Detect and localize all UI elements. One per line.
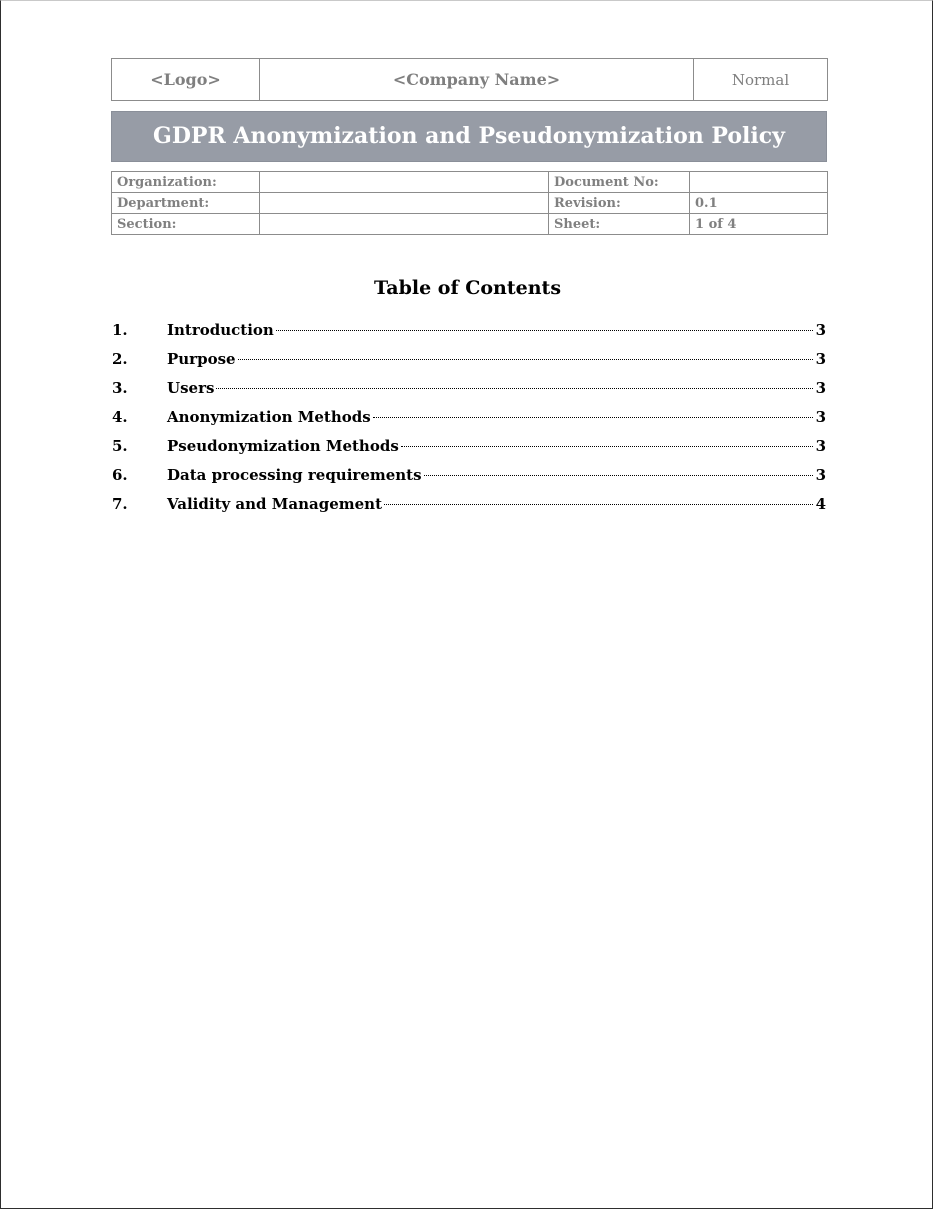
toc-entry-number: 1. <box>112 321 128 339</box>
section-label: Section: <box>112 214 260 235</box>
toc-entry-label: Users <box>167 379 215 397</box>
department-value <box>260 193 549 214</box>
toc-entry-page: 4 <box>815 495 826 513</box>
toc-entry-number: 6. <box>112 466 128 484</box>
toc-entry-page: 3 <box>815 408 826 426</box>
toc-entry-page: 3 <box>815 321 826 339</box>
info-row-department <box>112 193 828 214</box>
toc-dot-leader <box>424 475 813 476</box>
toc-entry-page: 3 <box>815 466 826 484</box>
document-no-value <box>690 172 828 193</box>
logo-placeholder: <Logo> <box>112 59 260 101</box>
document-info-table <box>111 171 828 235</box>
department-label: Department: <box>112 193 260 214</box>
document-header-table <box>111 58 828 101</box>
toc-entry[interactable] <box>112 321 826 350</box>
toc-entry-page: 3 <box>815 437 826 455</box>
info-row-organization <box>112 172 828 193</box>
toc-entry[interactable] <box>112 437 826 466</box>
toc-entry-number: 4. <box>112 408 128 426</box>
section-value <box>260 214 549 235</box>
revision-value: 0.1 <box>690 193 828 214</box>
sheet-value: 1 of 4 <box>690 214 828 235</box>
toc-entry-label: Data processing requirements <box>167 466 422 484</box>
toc-entry[interactable] <box>112 408 826 437</box>
toc-entry-page: 3 <box>815 350 826 368</box>
toc-entry[interactable] <box>112 350 826 379</box>
info-row-section <box>112 214 828 235</box>
toc-entry-label: Anonymization Methods <box>167 408 371 426</box>
classification-label: Normal <box>694 59 828 101</box>
sheet-label: Sheet: <box>549 214 690 235</box>
toc-dot-leader <box>238 359 813 360</box>
toc-entry-label: Introduction <box>167 321 274 339</box>
revision-label: Revision: <box>549 193 690 214</box>
company-name: <Company Name> <box>260 59 694 101</box>
toc-dot-leader <box>401 446 813 447</box>
table-of-contents <box>112 321 826 524</box>
organization-label: Organization: <box>112 172 260 193</box>
toc-entry[interactable] <box>112 466 826 495</box>
toc-dot-leader <box>384 504 813 505</box>
toc-entry-number: 3. <box>112 379 128 397</box>
toc-entry-label: Pseudonymization Methods <box>167 437 399 455</box>
toc-entry-number: 2. <box>112 350 128 368</box>
document-no-label: Document No: <box>549 172 690 193</box>
toc-heading: Table of Contents <box>373 277 562 299</box>
toc-dot-leader <box>276 330 813 331</box>
toc-dot-leader <box>373 417 813 418</box>
toc-entry-number: 5. <box>112 437 128 455</box>
toc-entry[interactable] <box>112 495 826 524</box>
toc-entry-page: 3 <box>815 379 826 397</box>
toc-entry[interactable] <box>112 379 826 408</box>
toc-entry-label: Purpose <box>167 350 236 368</box>
toc-entry-number: 7. <box>112 495 128 513</box>
document-title: GDPR Anonymization and Pseudonymization Policy <box>111 111 827 162</box>
organization-value <box>260 172 549 193</box>
toc-entry-label: Validity and Management <box>167 495 382 513</box>
toc-dot-leader <box>216 388 812 389</box>
